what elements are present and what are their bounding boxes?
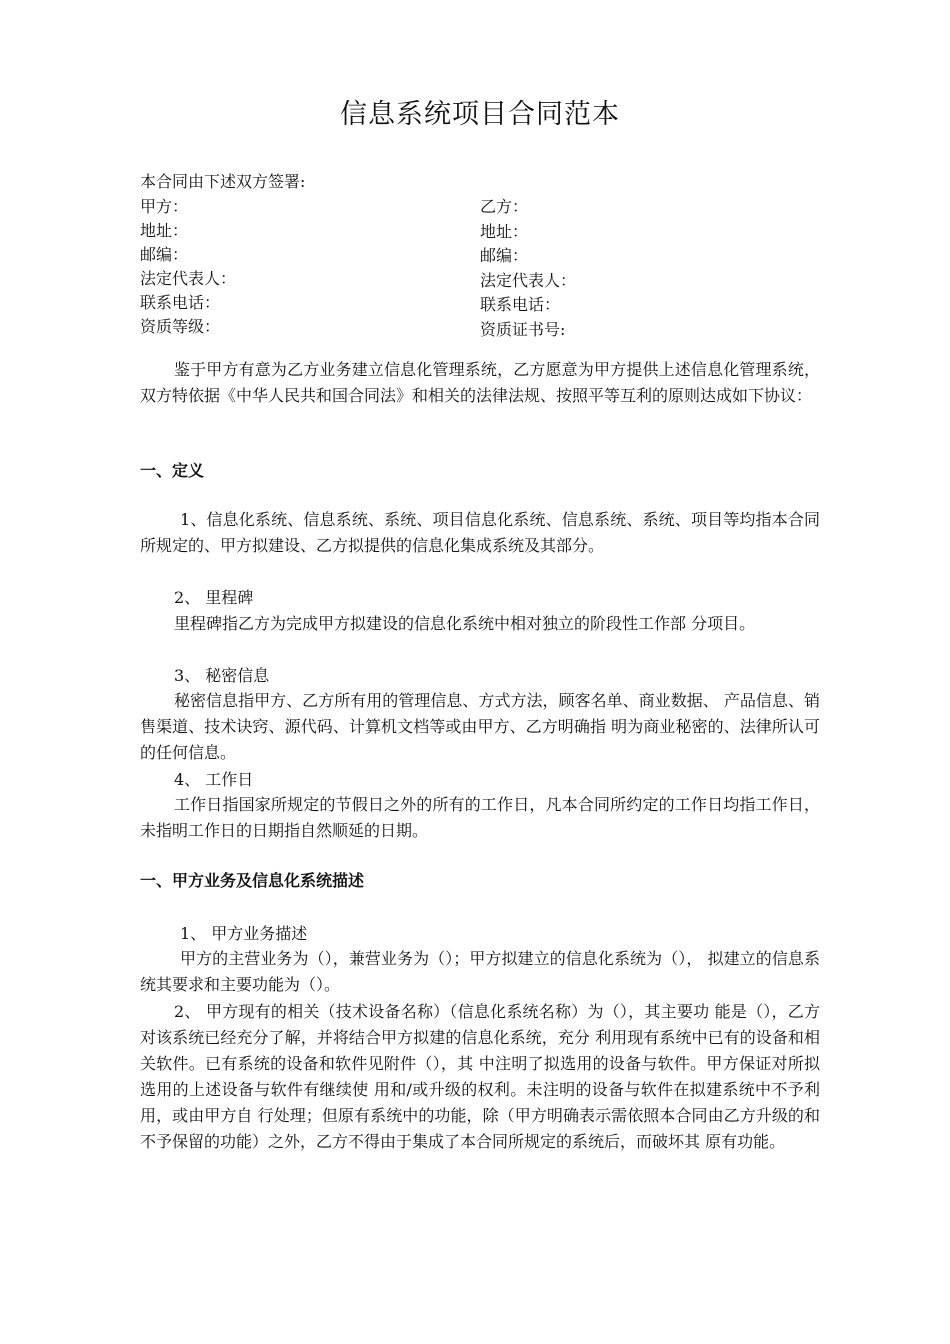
- party-b-column: [480, 195, 800, 343]
- section2-heading: 一、甲方业务及信息化系统描述: [140, 871, 365, 890]
- party-a-qualification: 资质等级：: [140, 317, 221, 336]
- document-title: 信息系统项目合同范本: [340, 99, 620, 130]
- definition-item-3-title: 3、 秘密信息: [174, 666, 270, 685]
- party-a-label: 甲方：: [140, 197, 189, 216]
- definition-item-4-body: 工作日指国家所规定的节假日之外的所有的工作日，凡本合同所约定的工作日均指工作日，未指明工作日的日期指自然顺延的日期。: [140, 795, 820, 840]
- definition-item-4-title: 4、 工作日: [174, 770, 254, 789]
- party-a-column: [140, 195, 460, 339]
- party-b-postcode: 邮编：: [480, 246, 529, 266]
- section1-heading: 一、定义: [140, 461, 205, 480]
- party-b-legal-rep: 法定代表人：: [480, 270, 577, 290]
- party-a-address: 地址：: [140, 221, 189, 240]
- party-b-phone: 联系电话：: [480, 295, 561, 315]
- party-a-phone: 联系电话：: [140, 293, 221, 312]
- business-item-1-body: 甲方的主营业务为（），兼营业务为（）；甲方拟建立的信息化系统为（）， 拟建立的信息系统其要求和主要功能为（）。: [140, 949, 820, 994]
- business-item-2-body: 2、 甲方现有的相关（技术设备名称）（信息化系统名称）为（），其主要功 能是（），乙方对该系统已经充分了解，并将结合甲方拟建的信息化系统，充分 利用现有系统中已有的设备和相关软件。已有系统的设备和软件见附件（），其 中注明了拟选用的设备与软件。甲方保证对所拟选用的上述设备与软件有继续使 用和/或升级的权利。未注明的设备与软件在拟建系统中不予利用，或由甲方自 行处理；但原有系统中的功能，除（甲方明确表示需依照本合同由乙方升级的和 不予保留的功能）之外，乙方不得由于集成了本合同所规定的系统后，而破坏其 原有功能。: [140, 1002, 820, 1151]
- definition-item-2-title: 2、 里程碑: [174, 588, 254, 607]
- party-b-address: 地址：: [480, 221, 529, 241]
- preamble-paragraph: 鉴于甲方有意为乙方业务建立信息化管理系统，乙方愿意为甲方提供上述信息化管理系统，双方特依据《中华人民共和国合同法》和相关的法律法规、按照平等互利的原则达成如下协议：: [140, 360, 820, 405]
- party-b-qualification: 资质证书号:: [480, 319, 566, 339]
- business-item-1-title: 1、 甲方业务描述: [180, 924, 308, 943]
- definition-item-3-body: 秘密信息指甲方、乙方所有用的管理信息、方式方法，顾客名单、商业数据、 产品信息、销售渠道、技术诀窍、源代码、计算机文档等或由甲方、乙方明确指 明为商业秘密的、法律所认可的任何信息。: [140, 691, 820, 762]
- document-page: [140, 0, 820, 1344]
- party-a-postcode: 邮编：: [140, 245, 189, 264]
- definition-item-1: 1、信息化系统、信息系统、系统、项目信息化系统、信息系统、系统、项目等均指本合同所规定的、甲方拟建设、乙方拟提供的信息化集成系统及其部分。: [140, 510, 820, 555]
- intro-line: 本合同由下述双方签署:: [140, 172, 306, 191]
- party-a-legal-rep: 法定代表人：: [140, 269, 237, 288]
- party-b-label: 乙方：: [480, 197, 529, 216]
- definition-item-2-body: 里程碑指乙方为完成甲方拟建设的信息化系统中相对独立的阶段性工作部 分项目。: [174, 614, 756, 633]
